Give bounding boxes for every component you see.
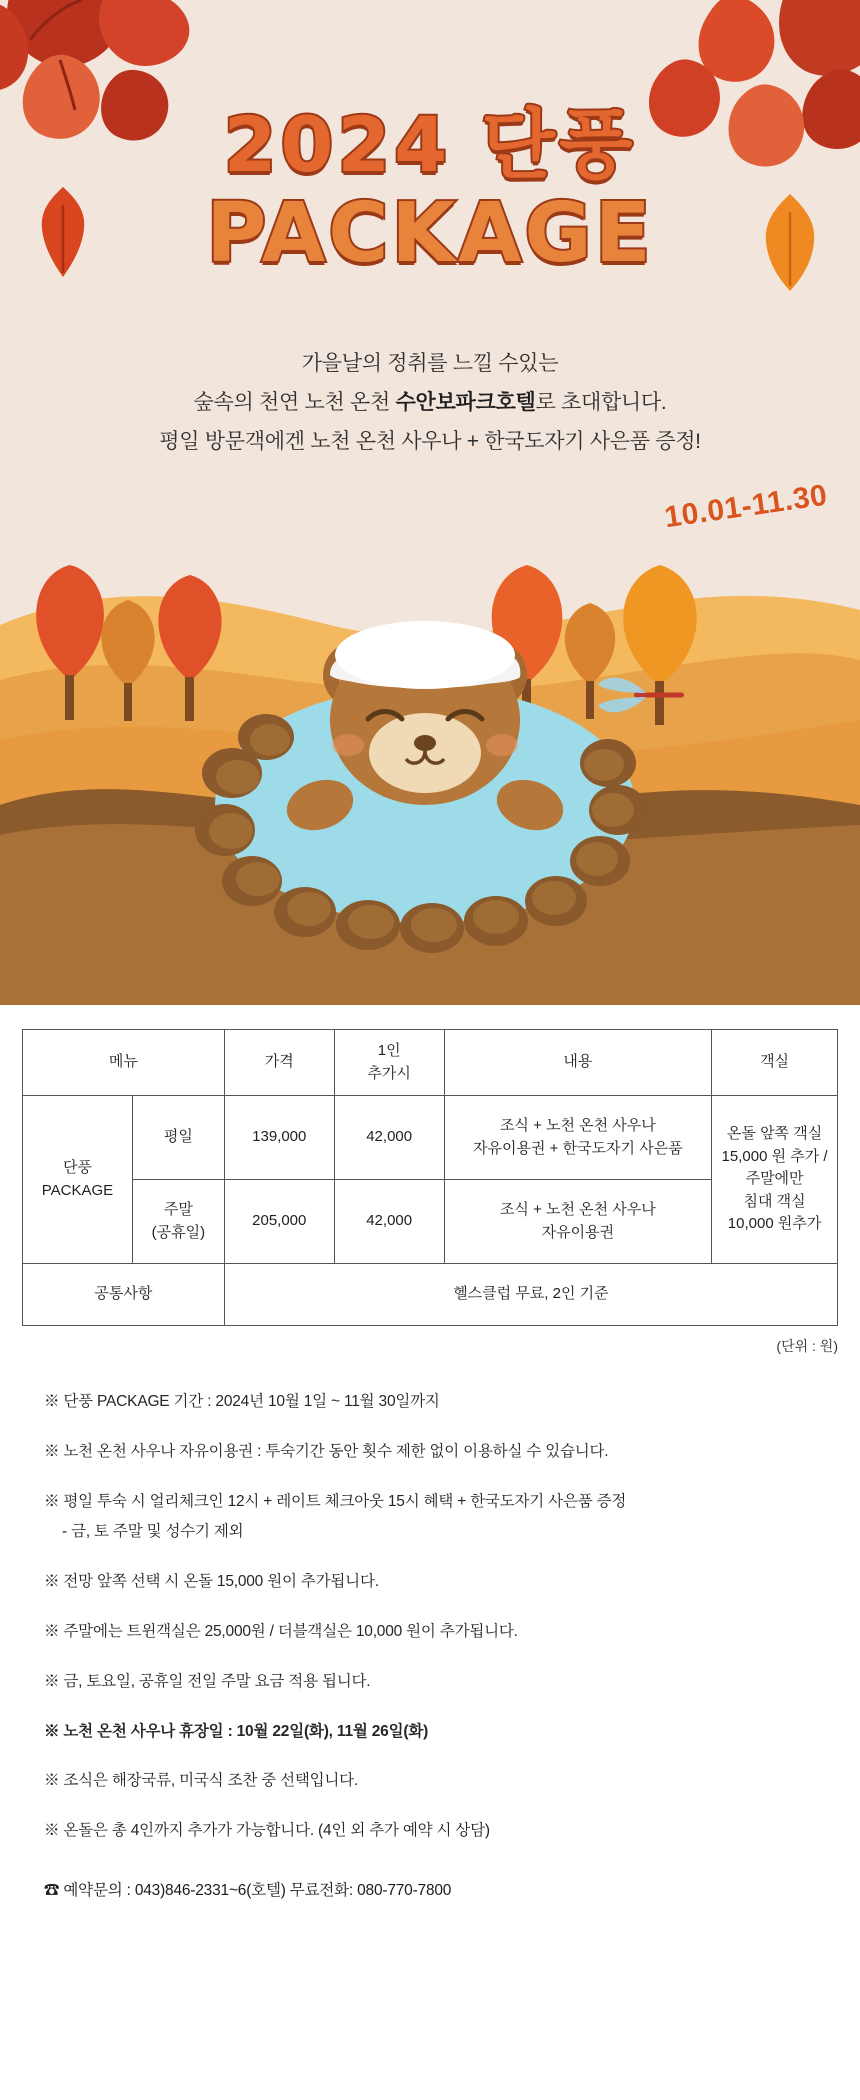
hero-subtitle-line1: 가을날의 정취를 느낄 수있는 [301,352,559,375]
note-text: ※ 전망 앞쪽 선택 시 온돌 15,000 원이 추가됩니다. [44,1573,379,1591]
note-item [44,1440,818,1465]
note-text: ※ 노천 온천 사우나 휴장일 : 10월 22일(화), 11월 26일(화) [44,1722,429,1740]
row-weekend-price: 205,000 [224,1180,334,1264]
contact-text: ☎ 예약문의 : 043)846-2331~6(호텔) 무료전화: 080-770-7800 [44,1881,452,1899]
package-name-cell [23,1096,133,1264]
row-weekend-label-line1: 주말 [163,1201,193,1218]
note-text: ※ 온돌은 총 4인까지 추가가 가능합니다. (4인 외 추가 예약 시 상담) [44,1822,490,1840]
package-name-line2: PACKAGE [41,1181,114,1199]
row-weekday-desc-line2: 자유이용권 + 한국도자기 사은품 [473,1139,683,1157]
note-text: ※ 노천 온천 사우나 자유이용권 : 투숙기간 동안 횟수 제한 없이 이용하실 수 있습니다. [44,1442,609,1460]
header-extra [334,1030,444,1096]
unit-note: (단위 : 원) [776,1338,838,1354]
room-info-line3: 주말에만 [745,1170,804,1188]
room-info-line1: 온돌 앞쪽 객실 [726,1125,823,1143]
note-item [44,1490,818,1546]
header-extra-line1: 1인 [377,1042,401,1059]
hero-title-line2: PACKAGE [206,185,654,281]
note-text: ※ 주말에는 트윈객실은 25,000원 / 더블객실은 10,000 원이 추가됩니다. [44,1622,518,1640]
table-header-row [23,1030,838,1096]
header-room: 객실 [712,1030,838,1096]
note-text: ※ 조식은 해장국류, 미국식 조찬 중 선택입니다. [44,1772,359,1790]
note-item [44,1819,818,1844]
row-weekend-extra: 42,000 [334,1180,444,1264]
header-menu: 메뉴 [23,1030,225,1096]
hero-subtitle-line2 [0,384,860,423]
hotel-name: 수안보파크호텔 [395,390,536,414]
header-price: 가격 [224,1030,334,1096]
price-table-head [23,1030,838,1096]
note-text: ※ 평일 투숙 시 얼리체크인 12시 + 레이트 체크아웃 15시 혜택 + 한국도자기 사은품 증정 [44,1492,627,1510]
date-badge: 10.01-11.30 [662,478,830,535]
price-table [22,1029,838,1326]
table-row-common [23,1264,838,1326]
hero-illustration [0,505,860,1005]
row-weekday-price: 139,000 [224,1096,334,1180]
hero-subtitle-line3: 평일 방문객에겐 노천 온천 사우나 + 한국도자기 사은품 증정! [159,429,701,453]
note-item [44,1769,818,1794]
note-item [44,1570,818,1595]
row-weekend-desc [444,1180,712,1264]
notes-list [22,1390,838,1900]
header-description: 내용 [444,1030,712,1096]
header-extra-line2: 추가시 [367,1064,411,1082]
note-item-holiday [44,1720,818,1745]
room-info-line2: 15,000 원 추가 / [721,1147,828,1165]
row-weekday-extra: 42,000 [334,1096,444,1180]
note-text: ※ 금, 토요일, 공휴일 전일 주말 요금 적용 됩니다. [44,1672,371,1690]
hero-subtitle-line2-post: 로 초대합니다. [535,390,667,414]
contact-info [44,1878,818,1900]
row-weekend-label-line2: (공휴일) [151,1223,206,1241]
content-area [0,1005,860,1900]
room-info-line4: 침대 객실 [743,1192,806,1210]
hero-subtitle-line2-pre: 숲속의 천연 노천 온천 [193,390,396,414]
table-row [23,1096,838,1180]
room-info-cell [712,1096,838,1264]
price-table-body [23,1096,838,1326]
common-label: 공통사항 [23,1264,225,1326]
hero-subtitle [0,345,860,462]
note-item [44,1670,818,1695]
note-item [44,1390,818,1415]
common-value: 헬스클럽 무료, 2인 기준 [224,1264,837,1326]
scene-svg [0,505,860,1005]
row-weekend-label [132,1180,224,1264]
row-weekday-label: 평일 [132,1096,224,1180]
note-item [44,1620,818,1645]
package-name-line1: 단풍 [62,1159,92,1176]
row-weekend-desc-line2: 자유이용권 [541,1223,615,1241]
note-text: ※ 단풍 PACKAGE 기간 : 2024년 10월 1일 ~ 11월 30일까지 [44,1393,440,1410]
row-weekday-desc-line1: 조식 + 노천 온천 사우나 [499,1117,656,1134]
hero-title-line1: 2024 단풍 [223,100,637,189]
hero-title [0,100,860,281]
row-weekday-desc [444,1096,712,1180]
note-subtext: - 금, 토 주말 및 성수기 제외 [62,1523,244,1541]
room-info-line5: 10,000 원추가 [727,1215,822,1233]
row-weekend-desc-line1: 조식 + 노천 온천 사우나 [499,1201,656,1218]
hero-banner [0,0,860,1005]
